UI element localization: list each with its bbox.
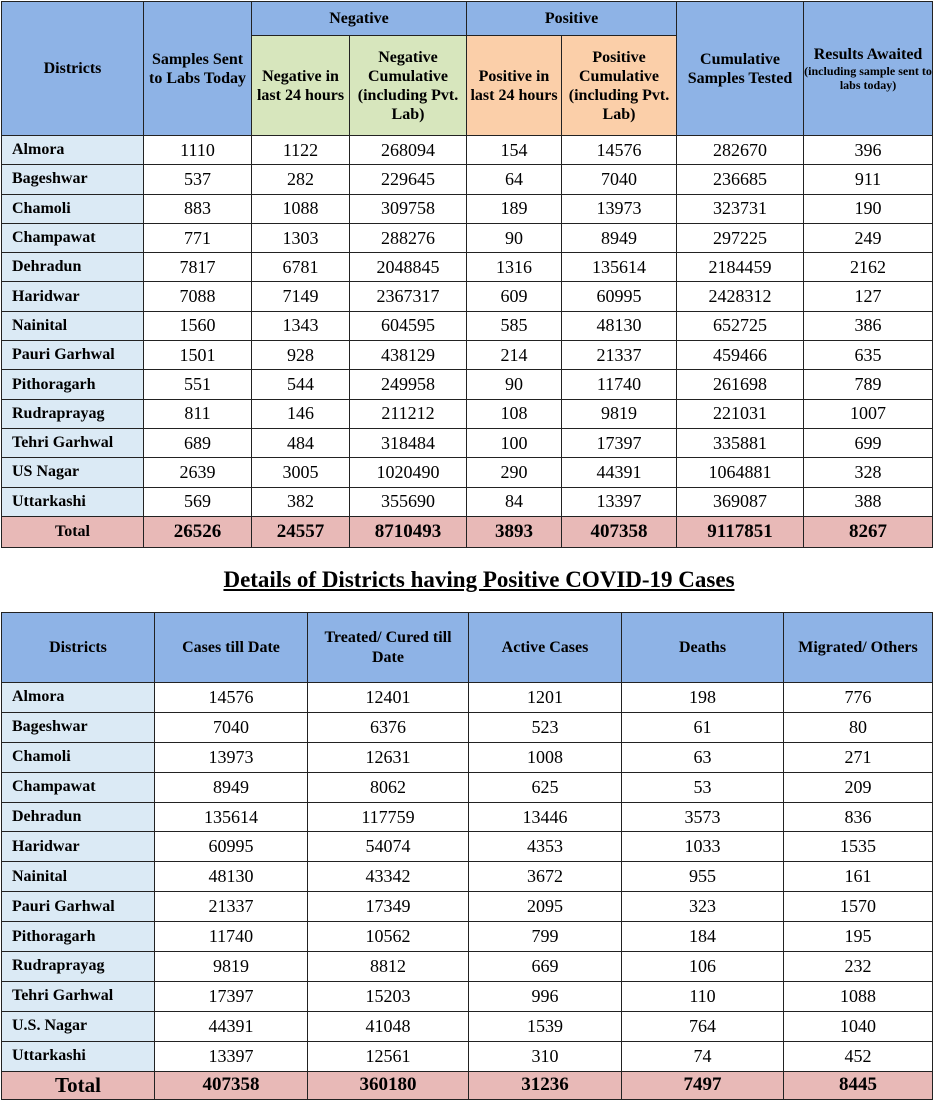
table-cell: 108 [467,399,562,428]
table-cell: 1343 [252,311,350,340]
total-cell: 8267 [804,516,933,547]
table-cell: 669 [469,952,622,982]
table-cell: 232 [784,952,933,982]
table-cell: 17397 [155,981,308,1011]
table-cell: 537 [144,165,252,194]
table-cell: 1560 [144,311,252,340]
district-name: Tehri Garhwal [2,981,155,1011]
table-cell: 911 [804,165,933,194]
table-cell: 21337 [562,341,677,370]
table-cell: 229645 [350,165,467,194]
total-label: Total [2,1071,155,1099]
total-cell: 24557 [252,516,350,547]
table-cell: 7088 [144,282,252,311]
table-cell: 2639 [144,458,252,487]
table-cell: 282 [252,165,350,194]
district-name: US Nagar [2,458,144,487]
table-cell: 13973 [562,194,677,223]
table-cell: 1535 [784,832,933,862]
table-cell: 883 [144,194,252,223]
table-cell: 290 [467,458,562,487]
total-cell: 8710493 [350,516,467,547]
district-name: Pithoragarh [2,922,155,952]
total-cell: 9117851 [677,516,804,547]
table-cell: 41048 [308,1011,469,1041]
district-name: Rudraprayag [2,399,144,428]
table-cell: 44391 [562,458,677,487]
table-cell: 928 [252,341,350,370]
table-cell: 689 [144,428,252,457]
table-cell: 776 [784,683,933,713]
table-cell: 1110 [144,136,252,165]
table-cell: 4353 [469,832,622,862]
table-cell: 1064881 [677,458,804,487]
total-cell: 8445 [784,1071,933,1099]
table-cell: 74 [622,1041,784,1071]
table-cell: 604595 [350,311,467,340]
total-row [2,516,933,547]
table-row [2,952,933,982]
table-cell: 80 [784,712,933,742]
table-cell: 288276 [350,223,467,252]
table-cell: 1033 [622,832,784,862]
table-cell: 249958 [350,370,467,399]
table-cell: 53 [622,772,784,802]
table-cell: 388 [804,487,933,516]
table-cell: 699 [804,428,933,457]
table-cell: 190 [804,194,933,223]
table-cell: 318484 [350,428,467,457]
table-cell: 2095 [469,892,622,922]
table-cell: 268094 [350,136,467,165]
table-cell: 12561 [308,1041,469,1071]
table-cell: 13973 [155,742,308,772]
header-treated-cured: Treated/ Cured till Date [308,613,469,683]
table-cell: 2162 [804,253,933,282]
table-row [2,399,933,428]
table-row [2,742,933,772]
table-cell: 309758 [350,194,467,223]
district-name: U.S. Nagar [2,1011,155,1041]
table-cell: 15203 [308,981,469,1011]
table-cell: 189 [467,194,562,223]
district-name: Pauri Garhwal [2,892,155,922]
header-positive-cumulative: Positive Cumulative (including Pvt. Lab) [562,36,677,136]
table-cell: 90 [467,370,562,399]
table-cell: 328 [804,458,933,487]
table-cell: 323731 [677,194,804,223]
table-cell: 161 [784,862,933,892]
table-cell: 14576 [155,683,308,713]
table-cell: 1539 [469,1011,622,1041]
table-cell: 146 [252,399,350,428]
table-cell: 6781 [252,253,350,282]
table-cell: 117759 [308,802,469,832]
table-cell: 184 [622,922,784,952]
table-cell: 90 [467,223,562,252]
table-row [2,341,933,370]
table-cell: 64 [467,165,562,194]
header-results-awaited-note: (including sample sent to labs today) [804,64,932,92]
table-row [2,223,933,252]
table-cell: 8062 [308,772,469,802]
table-row [2,712,933,742]
table-cell: 14576 [562,136,677,165]
district-name: Nainital [2,862,155,892]
table-row [2,802,933,832]
table-row [2,253,933,282]
table-row [2,370,933,399]
table-cell: 609 [467,282,562,311]
table-cell: 799 [469,922,622,952]
table-row [2,487,933,516]
table-cell: 811 [144,399,252,428]
table-cell: 135614 [562,253,677,282]
header-negative-group: Negative [252,2,467,36]
district-name: Almora [2,683,155,713]
table-cell: 544 [252,370,350,399]
table-cell: 8949 [562,223,677,252]
total-cell: 26526 [144,516,252,547]
table-cell: 9819 [562,399,677,428]
district-name: Uttarkashi [2,487,144,516]
total-cell: 31236 [469,1071,622,1099]
district-name: Bageshwar [2,712,155,742]
table-row [2,428,933,457]
table-cell: 60995 [155,832,308,862]
table-cell: 1088 [784,981,933,1011]
table-row [2,922,933,952]
table-cell: 625 [469,772,622,802]
table-cell: 1008 [469,742,622,772]
total-cell: 3893 [467,516,562,547]
district-name: Champawat [2,223,144,252]
header-positive-group: Positive [467,2,677,36]
district-name: Almora [2,136,144,165]
table-row [2,194,933,223]
table-cell: 63 [622,742,784,772]
table-cell: 100 [467,428,562,457]
district-name: Pauri Garhwal [2,341,144,370]
table-cell: 261698 [677,370,804,399]
table-cell: 2428312 [677,282,804,311]
table-cell: 221031 [677,399,804,428]
table-cell: 211212 [350,399,467,428]
district-name: Chamoli [2,194,144,223]
table-cell: 54074 [308,832,469,862]
table-cell: 955 [622,862,784,892]
table-row [2,311,933,340]
table-cell: 9819 [155,952,308,982]
table-cell: 836 [784,802,933,832]
total-cell: 407358 [155,1071,308,1099]
table-cell: 1122 [252,136,350,165]
header-positive-24h: Positive in last 24 hours [467,36,562,136]
table-cell: 154 [467,136,562,165]
table-row [2,136,933,165]
district-name: Pithoragarh [2,370,144,399]
table-cell: 135614 [155,802,308,832]
table-cell: 198 [622,683,784,713]
header-districts: Districts [2,2,144,136]
table-cell: 13446 [469,802,622,832]
header-results-awaited [804,2,933,136]
table-cell: 110 [622,981,784,1011]
table-cell: 652725 [677,311,804,340]
table-cell: 459466 [677,341,804,370]
table-cell: 214 [467,341,562,370]
header-migrated-others: Migrated/ Others [784,613,933,683]
table-cell: 310 [469,1041,622,1071]
table-row [2,772,933,802]
table-cell: 1501 [144,341,252,370]
table-cell: 11740 [155,922,308,952]
header-negative-24h: Negative in last 24 hours [252,36,350,136]
table-cell: 1201 [469,683,622,713]
table-cell: 236685 [677,165,804,194]
table-cell: 60995 [562,282,677,311]
district-name: Nainital [2,311,144,340]
table-cell: 323 [622,892,784,922]
total-cell: 407358 [562,516,677,547]
table-cell: 12401 [308,683,469,713]
table-cell: 2367317 [350,282,467,311]
header-cumulative-tested: Cumulative Samples Tested [677,2,804,136]
table-cell: 1040 [784,1011,933,1041]
table-cell: 996 [469,981,622,1011]
district-testing-table [1,1,933,548]
table-cell: 355690 [350,487,467,516]
table-cell: 569 [144,487,252,516]
table-cell: 11740 [562,370,677,399]
table-cell: 1570 [784,892,933,922]
table-row [2,282,933,311]
total-cell: 7497 [622,1071,784,1099]
district-name: Dehradun [2,253,144,282]
table-cell: 523 [469,712,622,742]
positive-cases-section-title: Details of Districts having Positive COVID-19 Cases [223,567,735,592]
table-cell: 3573 [622,802,784,832]
table-cell: 1020490 [350,458,467,487]
table-cell: 789 [804,370,933,399]
table-cell: 2048845 [350,253,467,282]
district-name: Tehri Garhwal [2,428,144,457]
table-cell: 1316 [467,253,562,282]
table-cell: 13397 [155,1041,308,1071]
table-cell: 249 [804,223,933,252]
table-cell: 10562 [308,922,469,952]
table-row [2,862,933,892]
table-cell: 13397 [562,487,677,516]
district-name: Uttarkashi [2,1041,155,1071]
table-cell: 43342 [308,862,469,892]
table-cell: 8949 [155,772,308,802]
table-row [2,1011,933,1041]
table-cell: 8812 [308,952,469,982]
table-cell: 771 [144,223,252,252]
table-cell: 127 [804,282,933,311]
table-cell: 7040 [562,165,677,194]
table-row [2,1041,933,1071]
table-cell: 61 [622,712,784,742]
table-cell: 209 [784,772,933,802]
table-cell: 48130 [155,862,308,892]
table-cell: 396 [804,136,933,165]
table-cell: 585 [467,311,562,340]
table-row [2,458,933,487]
table-row [2,165,933,194]
header-results-awaited-label: Results Awaited [813,46,923,63]
table-cell: 48130 [562,311,677,340]
district-name: Rudraprayag [2,952,155,982]
table-cell: 764 [622,1011,784,1041]
table-cell: 7817 [144,253,252,282]
table-cell: 17349 [308,892,469,922]
district-name: Haridwar [2,832,155,862]
table-cell: 195 [784,922,933,952]
table-cell: 452 [784,1041,933,1071]
district-name: Dehradun [2,802,155,832]
table-cell: 484 [252,428,350,457]
total-row [2,1071,933,1099]
table-cell: 1007 [804,399,933,428]
header-deaths: Deaths [622,613,784,683]
header-samples-sent: Samples Sent to Labs Today [144,2,252,136]
header-districts-2: Districts [2,613,155,683]
table-row [2,981,933,1011]
table-cell: 84 [467,487,562,516]
table-cell: 17397 [562,428,677,457]
table-cell: 3672 [469,862,622,892]
table-cell: 282670 [677,136,804,165]
table-cell: 3005 [252,458,350,487]
table-cell: 44391 [155,1011,308,1041]
header-cases-till-date: Cases till Date [155,613,308,683]
table-cell: 106 [622,952,784,982]
district-name: Chamoli [2,742,155,772]
table-row [2,683,933,713]
header-active-cases: Active Cases [469,613,622,683]
table-row [2,892,933,922]
table-cell: 2184459 [677,253,804,282]
table-cell: 369087 [677,487,804,516]
table-cell: 21337 [155,892,308,922]
table-cell: 335881 [677,428,804,457]
total-cell: 360180 [308,1071,469,1099]
district-name: Bageshwar [2,165,144,194]
table-cell: 271 [784,742,933,772]
table-row [2,832,933,862]
table-cell: 635 [804,341,933,370]
table-cell: 297225 [677,223,804,252]
table-cell: 1303 [252,223,350,252]
district-positive-cases-table [1,612,933,1100]
table-cell: 386 [804,311,933,340]
header-negative-cumulative: Negative Cumulative (including Pvt. Lab) [350,36,467,136]
table-cell: 7149 [252,282,350,311]
total-label: Total [2,516,144,547]
table-cell: 1088 [252,194,350,223]
table-cell: 382 [252,487,350,516]
district-name: Champawat [2,772,155,802]
district-name: Haridwar [2,282,144,311]
table-cell: 551 [144,370,252,399]
table-cell: 438129 [350,341,467,370]
table-cell: 6376 [308,712,469,742]
table-cell: 7040 [155,712,308,742]
table-cell: 12631 [308,742,469,772]
